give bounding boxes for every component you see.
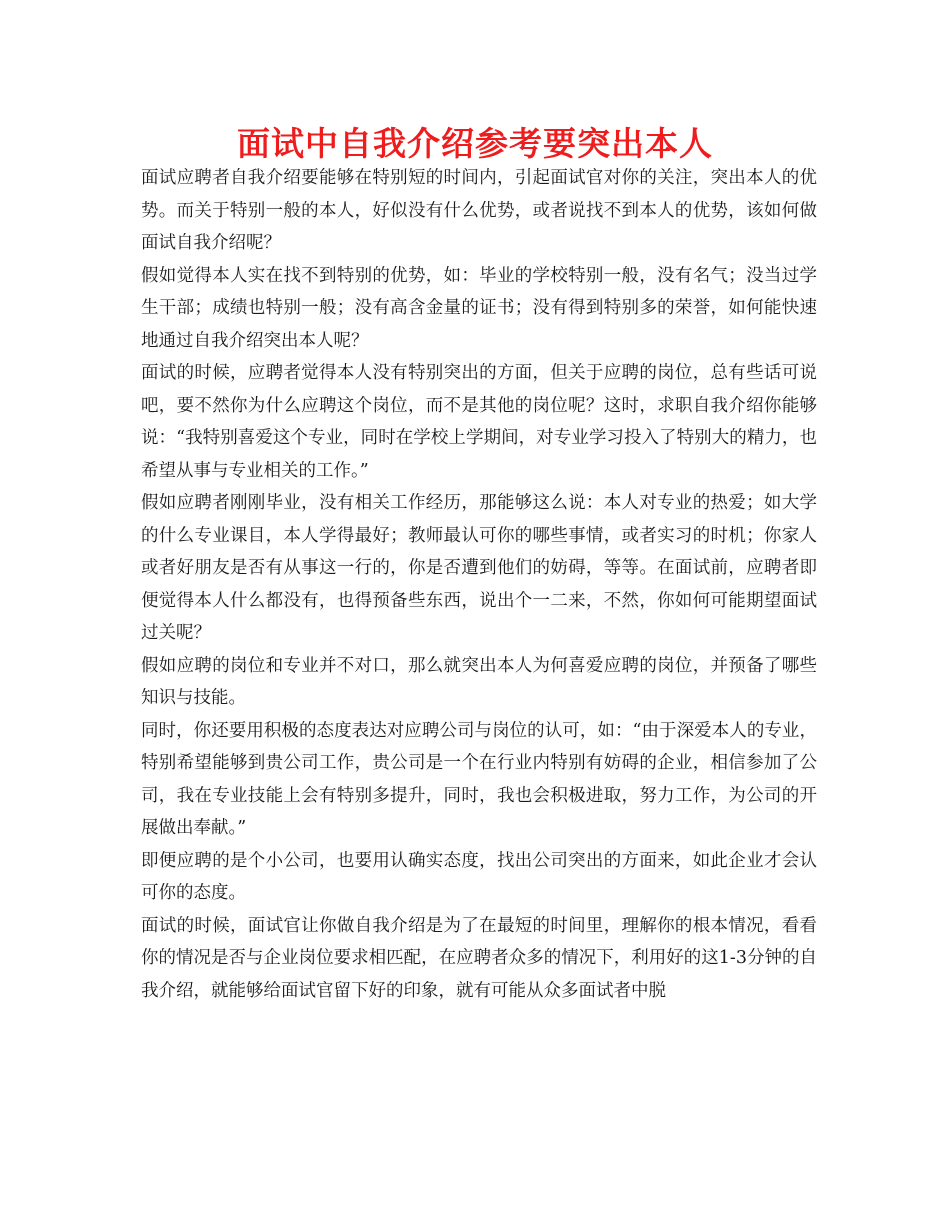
paragraph-2: 假如觉得本人实在找不到特别的优势，如：毕业的学校特别一般，没有名气；没当过学生干部；成绩也特别一般；没有高含金量的证书；没有得到特别多的荣誉，如何能快速地通过自我介绍突出本人呢？ (141, 265, 817, 351)
document-title: 面试中自我介绍参考要突出本人 (237, 124, 713, 163)
paragraph-6: 同时，你还要用积极的态度表达对应聘公司与岗位的认可，如：“由于深爱本人的专业，特别希望能够到贵公司工作，贵公司是一个在行业内特别有妨碍的企业，相信参加了公司，我在专业技能上会有特别多提升，同时，我也会积极进取，努力工作，为公司的开展做出奉献。” (141, 720, 817, 838)
paragraph-1: 面试应聘者自我介绍要能够在特别短的时间内，引起面试官对你的关注，突出本人的优势。而关于特别一般的本人，好似没有什么优势，或者说找不到本人的优势，该如何做面试自我介绍呢？ (141, 168, 817, 253)
paragraph-3: 面试的时候，应聘者觉得本人没有特别突出的方面，但关于应聘的岗位，总有些话可说吧，要不然你为什么应聘这个岗位，而不是其他的岗位呢？这时，求职自我介绍你能够说：“我特别喜爱这个专业，同时在学校上学期间，对专业学习投入了特别大的精力，也希望从事与专业相关的工作。” (141, 363, 817, 481)
paragraph-5: 假如应聘的岗位和专业并不对口，那么就突出本人为何喜爱应聘的岗位，并预备了哪些知识与技能。 (141, 655, 817, 708)
paragraph-8: 面试的时候，面试官让你做自我介绍是为了在最短的时间里，理解你的根本情况，看看你的情况是否与企业岗位要求相匹配，在应聘者众多的情况下，利用好的这1-3分钟的自我介绍，就能够给面试官留下好的印象，就有可能从众多面试者中脱 (141, 915, 817, 1001)
document-body (141, 162, 817, 1007)
paragraph-4: 假如应聘者刚刚毕业，没有相关工作经历，那能够这么说：本人对专业的热爱；如大学的什么专业课目，本人学得最好；教师最认可你的哪些事情，或者实习的时机；你家人或者好朋友是否有从事这一行的，你是否遭到他们的妨碍，等等。在面试前，应聘者即便觉得本人什么都没有，也得预备些东西，说出个一二来，不然，你如何可能期望面试过关呢？ (141, 493, 817, 643)
paragraph-7: 即便应聘的是个小公司，也要用认确实态度，找出公司突出的方面来，如此企业才会认可你的态度。 (141, 850, 817, 903)
